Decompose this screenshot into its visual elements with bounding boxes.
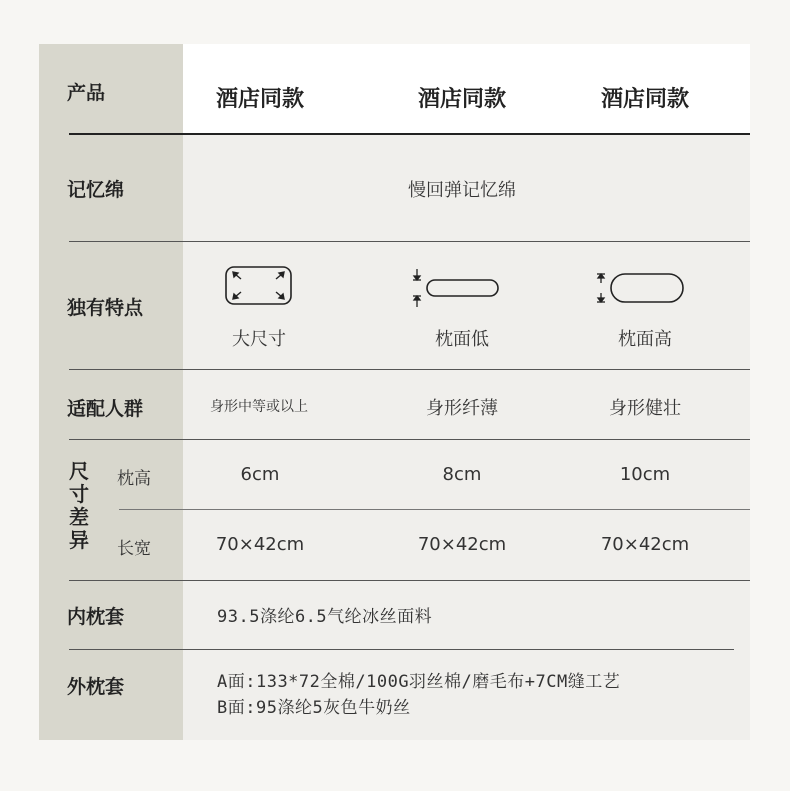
- fit-col-3: 身形健壮: [609, 398, 681, 419]
- feature-2-text: 枕面低: [435, 329, 489, 350]
- fit-label: 适配人群: [67, 398, 144, 420]
- feature-3-text: 枕面高: [618, 329, 672, 350]
- row-divider: [69, 369, 750, 370]
- pillow-height-label: 枕高: [117, 469, 151, 489]
- row-divider: [69, 241, 750, 242]
- row-divider: [69, 649, 734, 650]
- label-column: [39, 44, 183, 740]
- features-label: 独有特点: [67, 297, 144, 319]
- header-divider: [69, 133, 750, 135]
- low-height-icon: [411, 268, 501, 308]
- memory-foam-label: 记忆绵: [67, 179, 125, 201]
- size-difference-label: 尺寸差异: [69, 459, 89, 552]
- comparison-table: [39, 44, 750, 740]
- dims-col-2: 70×42cm: [417, 534, 507, 555]
- outer-cover-label: 外枕套: [67, 676, 125, 698]
- fit-col-2: 身形纤薄: [426, 398, 498, 419]
- fit-col-1: 身形中等或以上: [210, 399, 308, 415]
- row-divider: [69, 439, 750, 440]
- feature-1-text: 大尺寸: [232, 329, 286, 350]
- expand-arrows-icon: [225, 266, 293, 306]
- product-col-3: 酒店同款: [600, 87, 690, 112]
- product-col-1: 酒店同款: [215, 87, 305, 112]
- high-height-icon: [595, 268, 687, 308]
- product-label: 产品: [67, 82, 106, 104]
- inner-cover-label: 内枕套: [67, 606, 125, 628]
- dims-col-1: 70×42cm: [215, 534, 305, 555]
- outer-cover-line-b: B面:95涤纶5灰色牛奶丝: [217, 698, 411, 718]
- dims-col-3: 70×42cm: [600, 534, 690, 555]
- inner-cover-value: 93.5涤纶6.5气纶冰丝面料: [217, 607, 433, 627]
- outer-cover-line-a: A面:133*72全棉/100G羽丝棉/磨毛布+7CM缝工艺: [217, 672, 621, 692]
- dimensions-label: 长宽: [117, 539, 151, 559]
- memory-foam-value: 慢回弹记忆绵: [408, 180, 516, 201]
- row-divider: [69, 580, 750, 581]
- product-col-2: 酒店同款: [417, 87, 507, 112]
- height-col-2: 8cm: [442, 464, 482, 485]
- sub-row-divider: [119, 509, 750, 510]
- height-col-3: 10cm: [619, 464, 671, 485]
- height-col-1: 6cm: [240, 464, 280, 485]
